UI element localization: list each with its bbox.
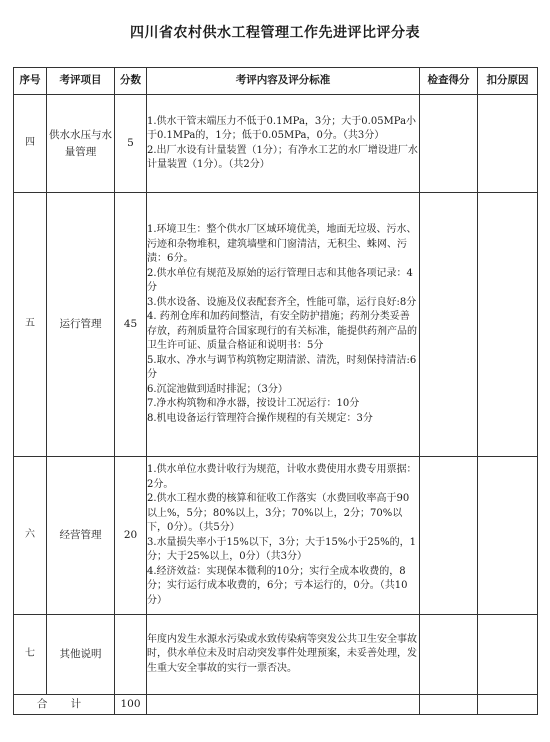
deduct-reason-cell [478,615,538,695]
header-content: 考评内容及评分标准 [147,68,420,95]
header-item: 考评项目 [47,68,115,95]
check-score-cell [420,193,478,457]
row-seq: 四 [14,95,47,193]
row-score: 45 [115,193,147,457]
deduct-reason-cell [478,193,538,457]
deduct-reason-cell [478,457,538,615]
row-item: 其他说明 [47,615,115,695]
row-item: 经营管理 [47,457,115,615]
content-line: 7.净水构筑物和净水器，按设计工况运行：10分 [147,398,360,409]
content-line: 年度内发生水源水污染或水致传染病等突发公共卫生安全事故时，供水单位未及时启动突发事件处理预案，未妥善处理，发生重大安全事故的实行一票否决。 [147,633,417,674]
content-line: 2.出厂水设有计量装置（1分）；有净水工艺的水厂增设进厂水计量装置（1分）。（共2分） [147,144,418,170]
content-line: 8.机电设备运行管理符合操作规程的有关规定：3分 [147,412,373,424]
row-content [147,615,420,695]
content-line: 5.取水、净水与调节构筑物定期清淤、清洗，时刻保持清洁:6分 [147,354,417,380]
total-label: 合 计 [14,695,115,715]
table-row [14,457,538,615]
content-line: 3.水量损失率小于15%以下，3分；大于15%小于25%的，1分；大于25%以上，0分）（共3分） [147,536,416,562]
content-line: 1.供水单位水费计收行为规范，计收水费使用水费专用票据：2分。 [147,464,417,490]
content-line: 4.经济效益：实现保本微利的10分；实行全成本收费的，8分；实行运行成本收费的，6分；亏本运行的，0分。（共10分） [147,565,408,606]
table-row [14,193,538,457]
content-line: 4. 药剂仓库和加药间整洁，有安全防护措施；药剂分类妥善存放，药剂质量符合国家现行的有关标准，能提供药剂产品的卫生许可证、质量合格证和说明书：5分 [147,311,417,351]
header-score: 分数 [115,68,147,95]
deduct-reason-cell [478,95,538,193]
header-seq: 序号 [14,68,47,95]
total-row [14,695,538,715]
check-score-cell [420,95,478,193]
table-header-row [14,68,538,95]
total-content-cell [147,695,420,715]
row-seq: 五 [14,193,47,457]
row-item: 供水水压与水量管理 [47,95,115,193]
row-content [147,95,420,193]
row-seq: 六 [14,457,47,615]
row-seq: 七 [14,615,47,695]
content-line: 6.沉淀池做到适时排泥；（3分） [147,383,288,395]
table-row [14,615,538,695]
score-table [13,67,538,715]
content-line: 2.供水工程水费的核算和征收工作落实（水费回收率高于90以上%，5分；80%以上，3分；70%以上，2分；70%以下，0分）。（共5分） [147,493,410,533]
content-line: 3.供水设备、设施及仪表配套齐全，性能可靠，运行良好:8分 [147,296,417,308]
content-line: 2.供水单位有规范及原始的运行管理日志和其他各项记录：4分 [147,267,413,293]
total-check-cell [420,695,478,715]
content-line: 1.环境卫生：整个供水厂区域环境优美，地面无垃圾、污水、污迹和杂物堆积，建筑墙壁和门窗清洁，无积尘、蛛网、污渍：6分。 [147,224,417,264]
page-title: 四川省农村供水工程管理工作先进评比评分表 [130,25,420,41]
header-deduct-reason: 扣分原因 [478,68,538,95]
content-line: 1.供水干管末端压力不低于0.1MPa，3分；大于0.05MPa小于0.1MPa的，1分；低于0.05MPa，0分。（共3分） [147,115,417,141]
table-row [14,95,538,193]
check-score-cell [420,457,478,615]
row-score [115,615,147,695]
row-content [147,193,420,457]
total-reason-cell [478,695,538,715]
check-score-cell [420,615,478,695]
row-content [147,457,420,615]
header-check-score: 检查得分 [420,68,478,95]
row-score: 20 [115,457,147,615]
row-item: 运行管理 [47,193,115,457]
row-score: 5 [115,95,147,193]
total-score: 100 [115,695,147,715]
